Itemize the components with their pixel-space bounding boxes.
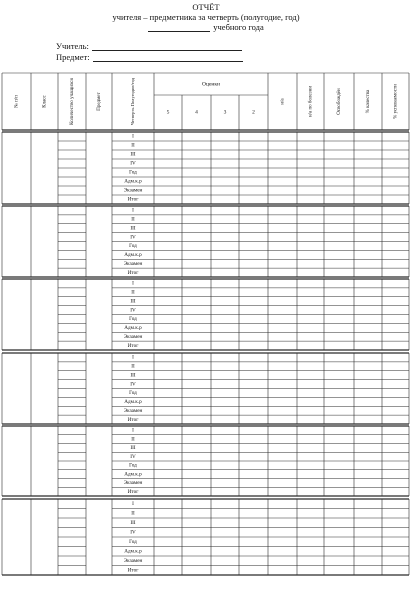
period-label: IV (130, 381, 136, 388)
teacher-label: Учитель: (56, 41, 89, 51)
grade-5-header: 5 (166, 109, 170, 116)
period-label: Адм.к.р (124, 178, 142, 185)
grade-4-header: 4 (195, 109, 198, 116)
grade-3-header: 3 (223, 109, 227, 116)
period-label: III (130, 151, 136, 158)
subject-label: Предмет: (56, 52, 90, 62)
period-label: Экзамен (123, 260, 143, 267)
period-label: Экзамен (123, 557, 143, 564)
col-grades-header: Оценки (202, 81, 220, 88)
col-exempt-header: Освобождён (337, 88, 343, 115)
period-label: Год (129, 243, 137, 250)
report-title: ОТЧЁТ (192, 2, 220, 12)
period-label: Адм.к.р (124, 252, 142, 258)
period-label: IV (130, 160, 136, 167)
period-label: Год (129, 169, 137, 176)
period-label: IV (130, 307, 136, 314)
report-subtitle: учителя – предметника за четверть (полугодие, год) (112, 12, 300, 22)
period-label: II (131, 363, 135, 370)
period-label: Год (129, 390, 137, 397)
period-label: Адм.к.р (124, 399, 142, 405)
period-label: I (132, 133, 134, 140)
period-label: Итог (127, 342, 139, 349)
period-label: III (130, 225, 136, 232)
period-label: Итог (127, 567, 139, 574)
period-label: Итог (127, 488, 139, 495)
grade-2-header: 2 (252, 109, 255, 116)
period-label: III (130, 298, 136, 305)
period-label: Адм.к.р (124, 548, 142, 555)
period-label: II (131, 436, 135, 443)
col-students-header: Количество учащихся (70, 78, 76, 125)
period-label: III (130, 445, 136, 452)
period-label: I (132, 427, 134, 434)
period-label: IV (130, 529, 136, 536)
period-label: Адм.к.р (124, 325, 142, 331)
period-label: Год (129, 316, 137, 323)
period-label: IV (130, 453, 136, 460)
period-label: I (132, 207, 134, 214)
col-na-header: н/а (280, 98, 286, 105)
col-quality-header: % качества (366, 89, 372, 114)
period-label: I (132, 280, 134, 287)
period-label: Экзамен (123, 187, 143, 194)
col-subject-header: Предмет (97, 92, 103, 111)
period-label: I (132, 354, 134, 361)
col-class-header: Класс (42, 95, 48, 108)
period-label: I (132, 500, 134, 507)
year-suffix: учебного года (213, 22, 264, 32)
period-label: Экзамен (123, 480, 143, 487)
period-label: Итог (127, 196, 139, 203)
period-label: III (130, 372, 136, 379)
col-num-header: № п/п (14, 95, 20, 108)
col-sick-header: н/а по болезни (308, 85, 314, 118)
period-label: Экзамен (123, 333, 143, 340)
period-label: Год (129, 538, 137, 545)
period-label: II (131, 216, 135, 223)
period-label: Итог (127, 269, 139, 276)
period-label: II (131, 142, 135, 149)
period-label: Год (129, 462, 137, 469)
period-label: Экзамен (123, 407, 143, 414)
period-label: III (130, 519, 136, 526)
period-label: IV (130, 234, 136, 241)
period-label: II (131, 510, 135, 517)
col-period-header: Четверть Полугодие/год (130, 77, 136, 126)
period-label: Итог (127, 416, 139, 423)
period-label: II (131, 289, 135, 296)
col-success-header: % успеваемости (393, 84, 399, 119)
period-label: Адм.к.р (124, 471, 142, 478)
